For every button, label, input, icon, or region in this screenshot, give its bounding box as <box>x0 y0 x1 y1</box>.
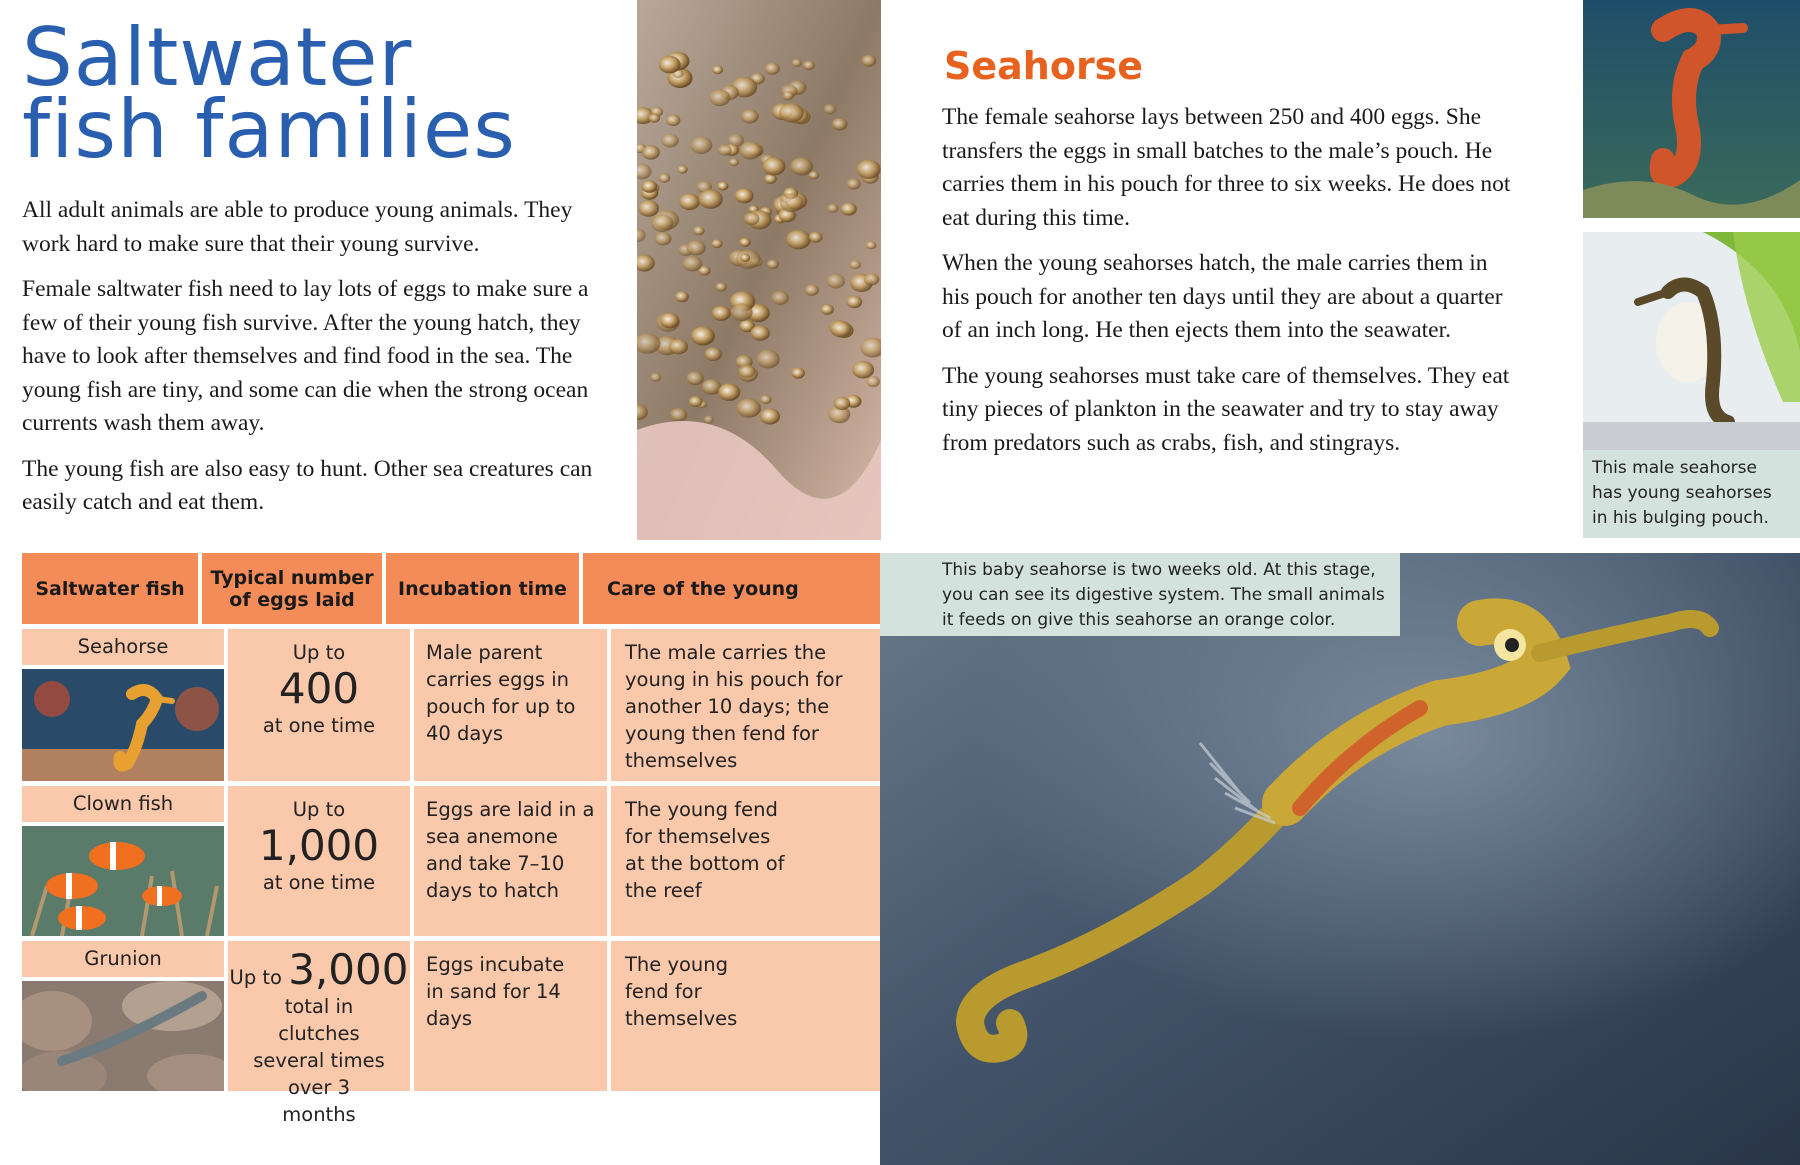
table-header-incubation: Incubation time <box>386 553 579 624</box>
table-cell-incubation: Eggs are laid in a sea anemone and take 7–10 days to hatch <box>414 786 607 936</box>
table-cell-care: The young fend for themselves at the bottom of the reef <box>611 786 880 936</box>
seahorse-text <box>942 101 1532 472</box>
fish-eggs-photo <box>637 0 881 540</box>
seahorse-heading: Seahorse <box>944 44 1144 88</box>
table-header-fish: Saltwater fish <box>22 553 198 624</box>
seahorse-thumbnail <box>22 669 224 781</box>
table-cell-care: The young fend for themselves <box>611 941 880 1091</box>
seahorse-paragraph-3: The young seahorses must take care of themselves. They eat tiny pieces of plankton in the seawater and try to stay away from predators such as crabs, fish, and stingrays. <box>942 362 1510 456</box>
intro-paragraph-3: The young fish are also easy to hunt. Other sea creatures can easily catch and eat them. <box>22 455 593 515</box>
table-cell-incubation: Male parent carries eggs in pouch for up to 40 days <box>414 629 607 781</box>
table-cell-care: The male carries the young in his pouch for another 10 days; the young then fend for themselves <box>611 629 880 781</box>
baby-seahorse-photo <box>880 553 1800 1165</box>
table-cell-eggs: Up to 1,000 at one time <box>228 786 410 936</box>
table-row-fish-name: Seahorse <box>22 629 224 665</box>
table-cell-eggs: Up to 3,000 total in clutches several times over 3 months <box>228 941 410 1091</box>
seahorse-paragraph-2: When the young seahorses hatch, the male carries them in his pouch for another ten days until they are about a quarter of an inch long. He then ejects them into the seawater. <box>942 250 1503 343</box>
title-line-2: fish families <box>22 83 516 176</box>
intro-text <box>22 194 622 532</box>
table-row-fish-name: Grunion <box>22 941 224 977</box>
baby-photo-caption: This baby seahorse is two weeks old. At this stage, you can see its digestive system. The small animals it feeds on give this seahorse an orange color. <box>880 553 1400 636</box>
pouch-seahorse-photo <box>1583 232 1800 450</box>
seahorse-paragraph-1: The female seahorse lays between 250 and 400 eggs. She transfers the eggs in small batches to the male’s pouch. He carries them in his pouch for three to six weeks. He does not eat during this time. <box>942 104 1511 231</box>
clownfish-thumbnail <box>22 826 224 936</box>
red-seahorse-photo <box>1583 0 1800 218</box>
grunion-thumbnail <box>22 981 224 1091</box>
table-cell-incubation: Eggs incubate in sand for 14 days <box>414 941 607 1091</box>
page-title <box>22 11 622 176</box>
title-line-1: Saltwater <box>22 11 413 104</box>
table-cell-eggs: Up to 400 at one time <box>228 629 410 781</box>
table-header-eggs: Typical number of eggs laid <box>202 553 382 624</box>
intro-paragraph-1: All adult animals are able to produce young animals. They work hard to make sure that their young survive. <box>22 197 573 257</box>
pouch-photo-caption: This male seahorse has young seahorses in his bulging pouch. <box>1583 450 1800 538</box>
table-row-fish-name: Clown fish <box>22 786 224 822</box>
intro-paragraph-2: Female saltwater fish need to lay lots of eggs to make sure a few of their young fish survive. After the young hatch, they have to look after themselves and find food in the sea. The young fish are tiny, and some can die when the strong ocean currents wash them away. <box>22 276 589 436</box>
table-header-care: Care of the young <box>583 553 880 624</box>
